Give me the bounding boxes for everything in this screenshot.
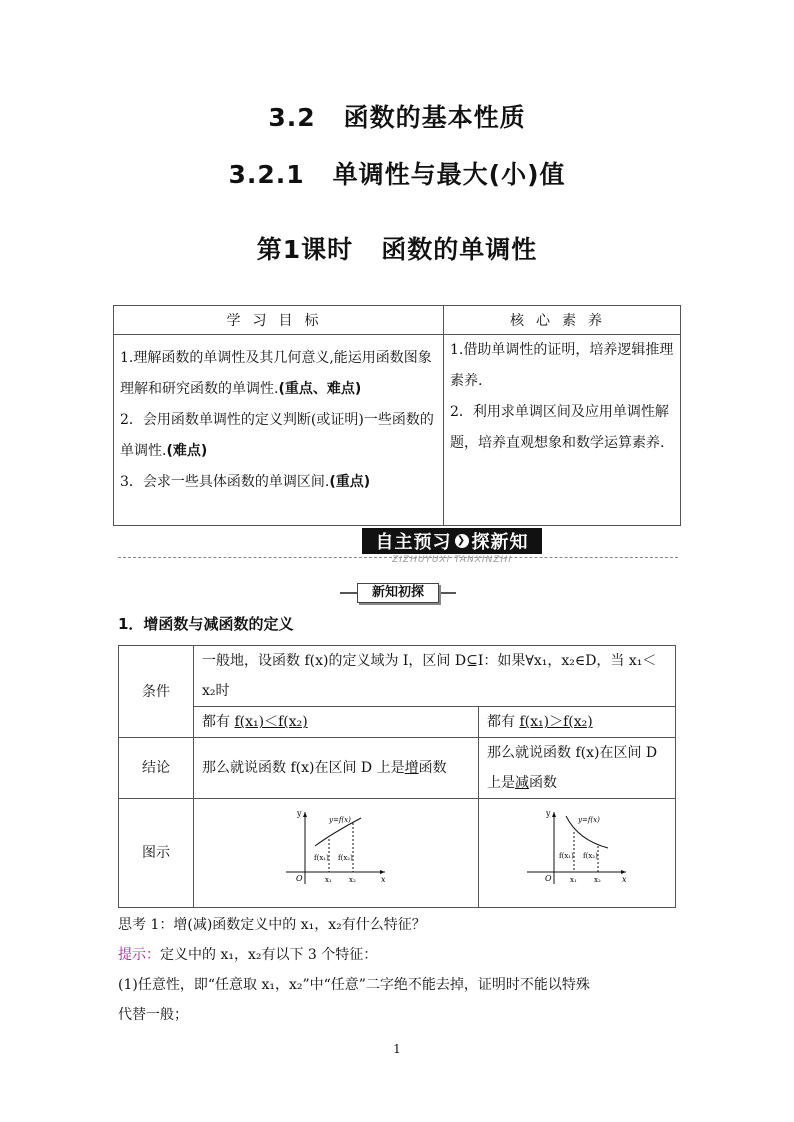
decreasing-graph-cell <box>479 799 676 908</box>
decreasing-condition: 都有 f(x₁)＞f(x₂) <box>479 707 676 738</box>
label-conclusion: 结论 <box>119 738 194 799</box>
section-heading: 1．增函数与减函数的定义 <box>118 615 294 633</box>
literacy-2: 2．利用求单调区间及应用单调性解题，培养直观想象和数学运算素养. <box>450 404 669 451</box>
x-axis-label: x <box>381 874 386 884</box>
curve-label: y=f(x) <box>329 815 351 824</box>
origin-label: O <box>545 873 552 883</box>
section-banner: 自主预习 ❯ 探新知 <box>362 528 542 554</box>
increasing-graph <box>281 808 391 888</box>
x-axis-label: x <box>622 874 627 884</box>
title-subsection: 3.2.1 单调性与最大(小)值 <box>228 160 566 189</box>
point-1-line-2: 代替一般； <box>118 1007 188 1023</box>
objective-3: 3．会求一些具体函数的单调区间.(重点) <box>120 474 371 490</box>
decreasing-graph <box>522 808 632 888</box>
condition-text: 一般地，设函数 f(x)的定义域为 I，区间 D⊆I：如果∀x₁，x₂∈D，当 x₁＜x₂时 <box>194 646 676 707</box>
hint-line: 提示：定义中的 x₁，x₂有以下 3 个特征： <box>118 947 378 963</box>
decreasing-conclusion: 那么就说函数 f(x)在区间 D 上是减函数 <box>479 738 676 799</box>
title-lesson: 第1课时 函数的单调性 <box>256 235 538 264</box>
x2-label: x₂ <box>594 875 601 884</box>
fx2-label: f(x₂) <box>338 853 353 862</box>
literacy-1: 1.借助单调性的证明，培养逻辑推理素养. <box>450 342 674 389</box>
banner-pinyin: ZIZHUYUXI TANXINZHI <box>392 555 512 565</box>
x1-label: x₁ <box>325 875 332 884</box>
curve-label: y=f(x) <box>578 815 600 824</box>
increasing-conclusion: 那么就说函数 f(x)在区间 D 上是增函数 <box>194 738 479 799</box>
objective-1: 1.理解函数的单调性及其几何意义,能运用函数图象理解和研究函数的单调性.(重点、难点) <box>120 350 432 397</box>
objectives-cell <box>114 335 444 526</box>
y-axis-label: y <box>546 808 551 818</box>
objectives-table <box>113 305 681 526</box>
literacy-cell <box>444 335 681 526</box>
label-condition: 条件 <box>119 646 194 738</box>
hint-label: 提示： <box>118 947 160 963</box>
label-figure: 图示 <box>119 799 194 908</box>
increasing-condition: 都有 f(x₁)＜f(x₂) <box>194 707 479 738</box>
x1-label: x₁ <box>570 875 577 884</box>
definition-table <box>118 645 676 908</box>
thinking-question: 思考 1：增(减)函数定义中的 x₁，x₂有什么特征？ <box>118 917 426 933</box>
title-section: 3.2 函数的基本性质 <box>268 103 526 132</box>
page-number: 1 <box>393 1042 401 1056</box>
header-objectives: 学习目标 <box>114 306 444 335</box>
fx1-label: f(x₁) <box>314 853 329 862</box>
increasing-graph-cell <box>194 799 479 908</box>
point-1-line-1: (1)任意性，即“任意取 x₁，x₂”中“任意”二字绝不能去掉，证明时不能以特殊 <box>118 977 590 993</box>
fx2-label: f(x₂) <box>583 851 598 860</box>
x2-label: x₂ <box>349 875 356 884</box>
subbanner: 新知初探 <box>357 583 439 603</box>
objective-2: 2．会用函数单调性的定义判断(或证明)一些函数的单调性.(难点) <box>120 412 434 459</box>
fx1-label: f(x₁) <box>559 851 574 860</box>
header-core-literacy: 核心素养 <box>444 306 681 335</box>
y-axis-label: y <box>297 808 302 818</box>
arrow-icon: ❯ <box>455 534 469 548</box>
origin-label: O <box>296 873 303 883</box>
